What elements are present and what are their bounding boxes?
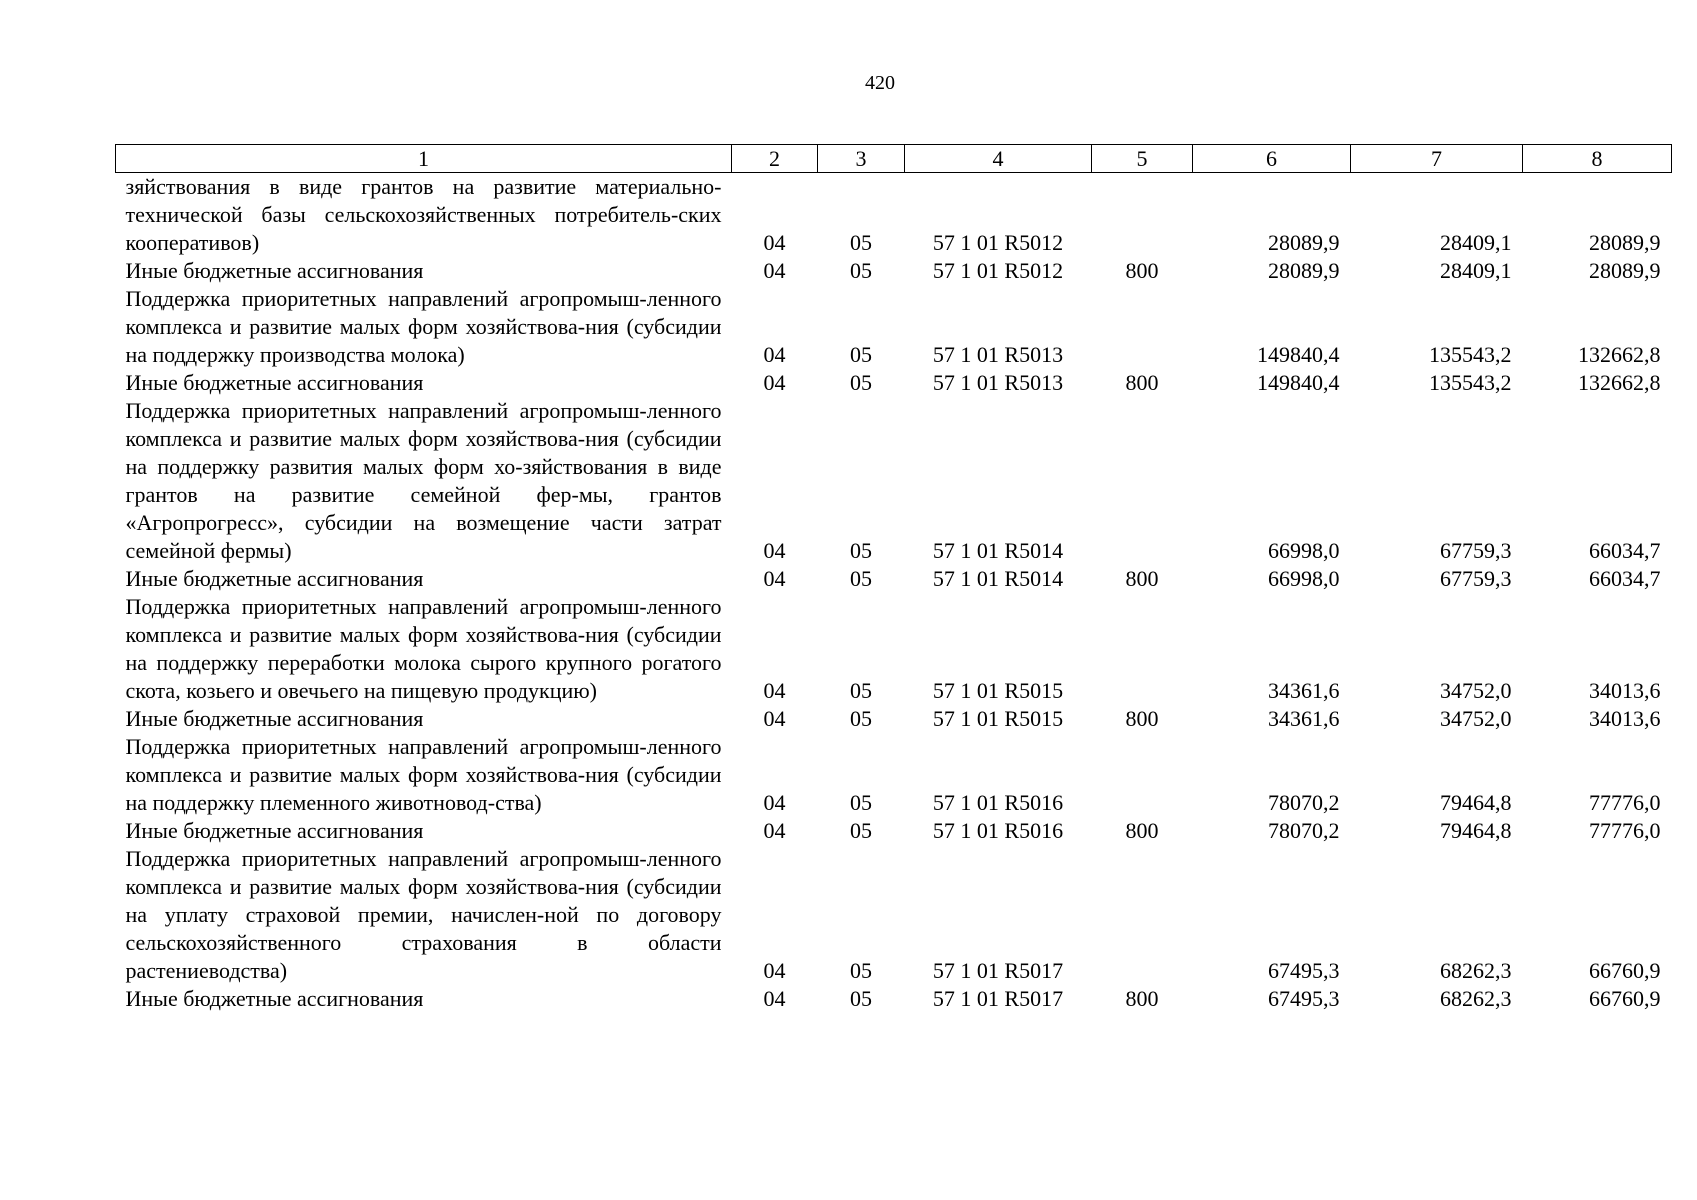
row-target-code: 57 1 01 R5014 (932, 538, 1064, 563)
budget-table (115, 144, 1672, 1013)
row-expense-type (1092, 593, 1193, 705)
row-subsection-code: 05 (850, 566, 872, 591)
row-amount-col-7: 34752,0 (1440, 706, 1512, 731)
row-expense-type: 800 (1125, 566, 1159, 591)
row-subsection-code: 05 (850, 258, 872, 283)
row-expense-type: 800 (1125, 258, 1159, 283)
row-description: Иные бюджетные ассигнования (125, 818, 424, 843)
row-subsection-code: 05 (850, 818, 872, 843)
row-amount-col-7: 67759,3 (1440, 538, 1512, 563)
row-subsection-code: 05 (850, 790, 872, 815)
row-description: Иные бюджетные ассигнования (125, 258, 424, 283)
header-col-8: 8 (1523, 145, 1672, 173)
row-amount-col-7: 28409,1 (1440, 258, 1512, 283)
table-body (116, 173, 1672, 1014)
row-target-code: 57 1 01 R5013 (932, 370, 1064, 395)
row-expense-type (1092, 733, 1193, 817)
header-col-2: 2 (732, 145, 818, 173)
table-row (116, 817, 1672, 845)
row-section-code: 04 (763, 958, 786, 983)
row-description: Поддержка приоритетных направлений агропромыш-ленного комплекса и развитие малых форм хозяйствова-ния (субсидии на поддержку производства молока) (125, 286, 722, 367)
header-col-5: 5 (1092, 145, 1193, 173)
table-row (116, 985, 1672, 1013)
row-amount-col-8: 28089,9 (1589, 258, 1661, 283)
row-section-code: 04 (763, 790, 786, 815)
row-section-code: 04 (763, 538, 786, 563)
row-amount-col-7: 34752,0 (1440, 678, 1512, 703)
header-row (116, 145, 1672, 173)
row-amount-col-8: 132662,8 (1578, 370, 1661, 395)
row-amount-col-8: 34013,6 (1589, 706, 1661, 731)
header-col-4: 4 (905, 145, 1092, 173)
row-target-code: 57 1 01 R5014 (932, 566, 1064, 591)
row-amount-col-8: 66034,7 (1589, 538, 1661, 563)
row-description: зяйствования в виде грантов на развитие материально-технической базы сельскохозяйственных потребитель-ских кооперативов) (125, 174, 722, 255)
row-description: Поддержка приоритетных направлений агропромыш-ленного комплекса и развитие малых форм хозяйствова-ния (субсидии на поддержку развития малых форм хо-зяйствования в виде грантов на развитие семейной фер-мы, грантов «Агропрогресс», субсидии на возмещение части затрат семейной фермы) (125, 398, 722, 563)
table-row (116, 733, 1672, 817)
row-subsection-code: 05 (850, 538, 872, 563)
row-amount-col-6: 28089,9 (1268, 230, 1340, 255)
row-amount-col-8: 66034,7 (1589, 566, 1661, 591)
table-row (116, 565, 1672, 593)
row-target-code: 57 1 01 R5017 (932, 986, 1064, 1011)
row-amount-col-6: 66998,0 (1268, 538, 1340, 563)
row-amount-col-6: 78070,2 (1268, 818, 1340, 843)
row-subsection-code: 05 (850, 706, 872, 731)
row-amount-col-7: 79464,8 (1440, 818, 1512, 843)
row-expense-type (1092, 397, 1193, 565)
row-amount-col-6: 67495,3 (1268, 958, 1340, 983)
row-amount-col-6: 67495,3 (1268, 986, 1340, 1011)
row-amount-col-7: 68262,3 (1440, 958, 1512, 983)
row-target-code: 57 1 01 R5016 (932, 818, 1064, 843)
row-amount-col-8: 132662,8 (1578, 342, 1661, 367)
row-expense-type (1092, 285, 1193, 369)
row-amount-col-6: 34361,6 (1268, 678, 1340, 703)
row-expense-type: 800 (1125, 818, 1159, 843)
row-description: Поддержка приоритетных направлений агропромыш-ленного комплекса и развитие малых форм хозяйствова-ния (субсидии на поддержку племенного животновод-ства) (125, 734, 722, 815)
row-description: Поддержка приоритетных направлений агропромыш-ленного комплекса и развитие малых форм хозяйствова-ния (субсидии на поддержку переработки молока сырого крупного рогатого скота, козьего и овечьего на пищевую продукцию) (125, 594, 722, 703)
row-expense-type: 800 (1125, 706, 1159, 731)
row-subsection-code: 05 (850, 230, 872, 255)
row-subsection-code: 05 (850, 342, 872, 367)
table-row (116, 705, 1672, 733)
row-section-code: 04 (763, 258, 786, 283)
row-section-code: 04 (763, 230, 786, 255)
row-expense-type (1092, 173, 1193, 258)
row-amount-col-6: 78070,2 (1268, 790, 1340, 815)
header-col-6: 6 (1193, 145, 1351, 173)
row-amount-col-7: 67759,3 (1440, 566, 1512, 591)
row-amount-col-7: 135543,2 (1429, 342, 1512, 367)
table-row (116, 593, 1672, 705)
header-col-3: 3 (818, 145, 905, 173)
row-amount-col-6: 28089,9 (1268, 258, 1340, 283)
header-col-7: 7 (1351, 145, 1523, 173)
row-target-code: 57 1 01 R5017 (932, 958, 1064, 983)
row-amount-col-6: 149840,4 (1257, 370, 1340, 395)
row-expense-type: 800 (1125, 986, 1159, 1011)
row-section-code: 04 (763, 678, 786, 703)
row-amount-col-8: 66760,9 (1589, 958, 1661, 983)
row-expense-type: 800 (1125, 370, 1159, 395)
row-amount-col-8: 77776,0 (1589, 790, 1661, 815)
row-amount-col-7: 28409,1 (1440, 230, 1512, 255)
row-target-code: 57 1 01 R5012 (932, 230, 1064, 255)
header-col-1: 1 (116, 145, 732, 173)
row-target-code: 57 1 01 R5013 (932, 342, 1064, 367)
row-amount-col-7: 68262,3 (1440, 986, 1512, 1011)
row-description: Иные бюджетные ассигнования (125, 566, 424, 591)
row-amount-col-7: 135543,2 (1429, 370, 1512, 395)
row-subsection-code: 05 (850, 958, 872, 983)
row-expense-type (1092, 845, 1193, 985)
row-amount-col-8: 77776,0 (1589, 818, 1661, 843)
row-section-code: 04 (763, 370, 786, 395)
row-target-code: 57 1 01 R5012 (932, 258, 1064, 283)
row-amount-col-6: 66998,0 (1268, 566, 1340, 591)
row-section-code: 04 (763, 566, 786, 591)
row-target-code: 57 1 01 R5016 (932, 790, 1064, 815)
row-description: Иные бюджетные ассигнования (125, 706, 424, 731)
row-amount-col-8: 28089,9 (1589, 230, 1661, 255)
row-amount-col-6: 149840,4 (1257, 342, 1340, 367)
row-section-code: 04 (763, 342, 786, 367)
table-row (116, 397, 1672, 565)
page-number: 420 (865, 72, 895, 94)
row-subsection-code: 05 (850, 370, 872, 395)
table-row (116, 369, 1672, 397)
row-amount-col-6: 34361,6 (1268, 706, 1340, 731)
table-row (116, 845, 1672, 985)
row-description: Поддержка приоритетных направлений агропромыш-ленного комплекса и развитие малых форм хозяйствова-ния (субсидии на уплату страховой премии, начислен-ной по договору сельскохозяйственного страхования в области растениеводства) (125, 846, 722, 983)
table-row (116, 257, 1672, 285)
row-target-code: 57 1 01 R5015 (932, 706, 1064, 731)
table-row (116, 285, 1672, 369)
row-amount-col-8: 66760,9 (1589, 986, 1661, 1011)
row-target-code: 57 1 01 R5015 (932, 678, 1064, 703)
table-row (116, 173, 1672, 258)
row-section-code: 04 (763, 986, 786, 1011)
row-subsection-code: 05 (850, 986, 872, 1011)
row-subsection-code: 05 (850, 678, 872, 703)
row-section-code: 04 (763, 818, 786, 843)
row-description: Иные бюджетные ассигнования (125, 986, 424, 1011)
row-amount-col-8: 34013,6 (1589, 678, 1661, 703)
table-header (116, 145, 1672, 173)
row-amount-col-7: 79464,8 (1440, 790, 1512, 815)
row-description: Иные бюджетные ассигнования (125, 370, 424, 395)
row-section-code: 04 (763, 706, 786, 731)
